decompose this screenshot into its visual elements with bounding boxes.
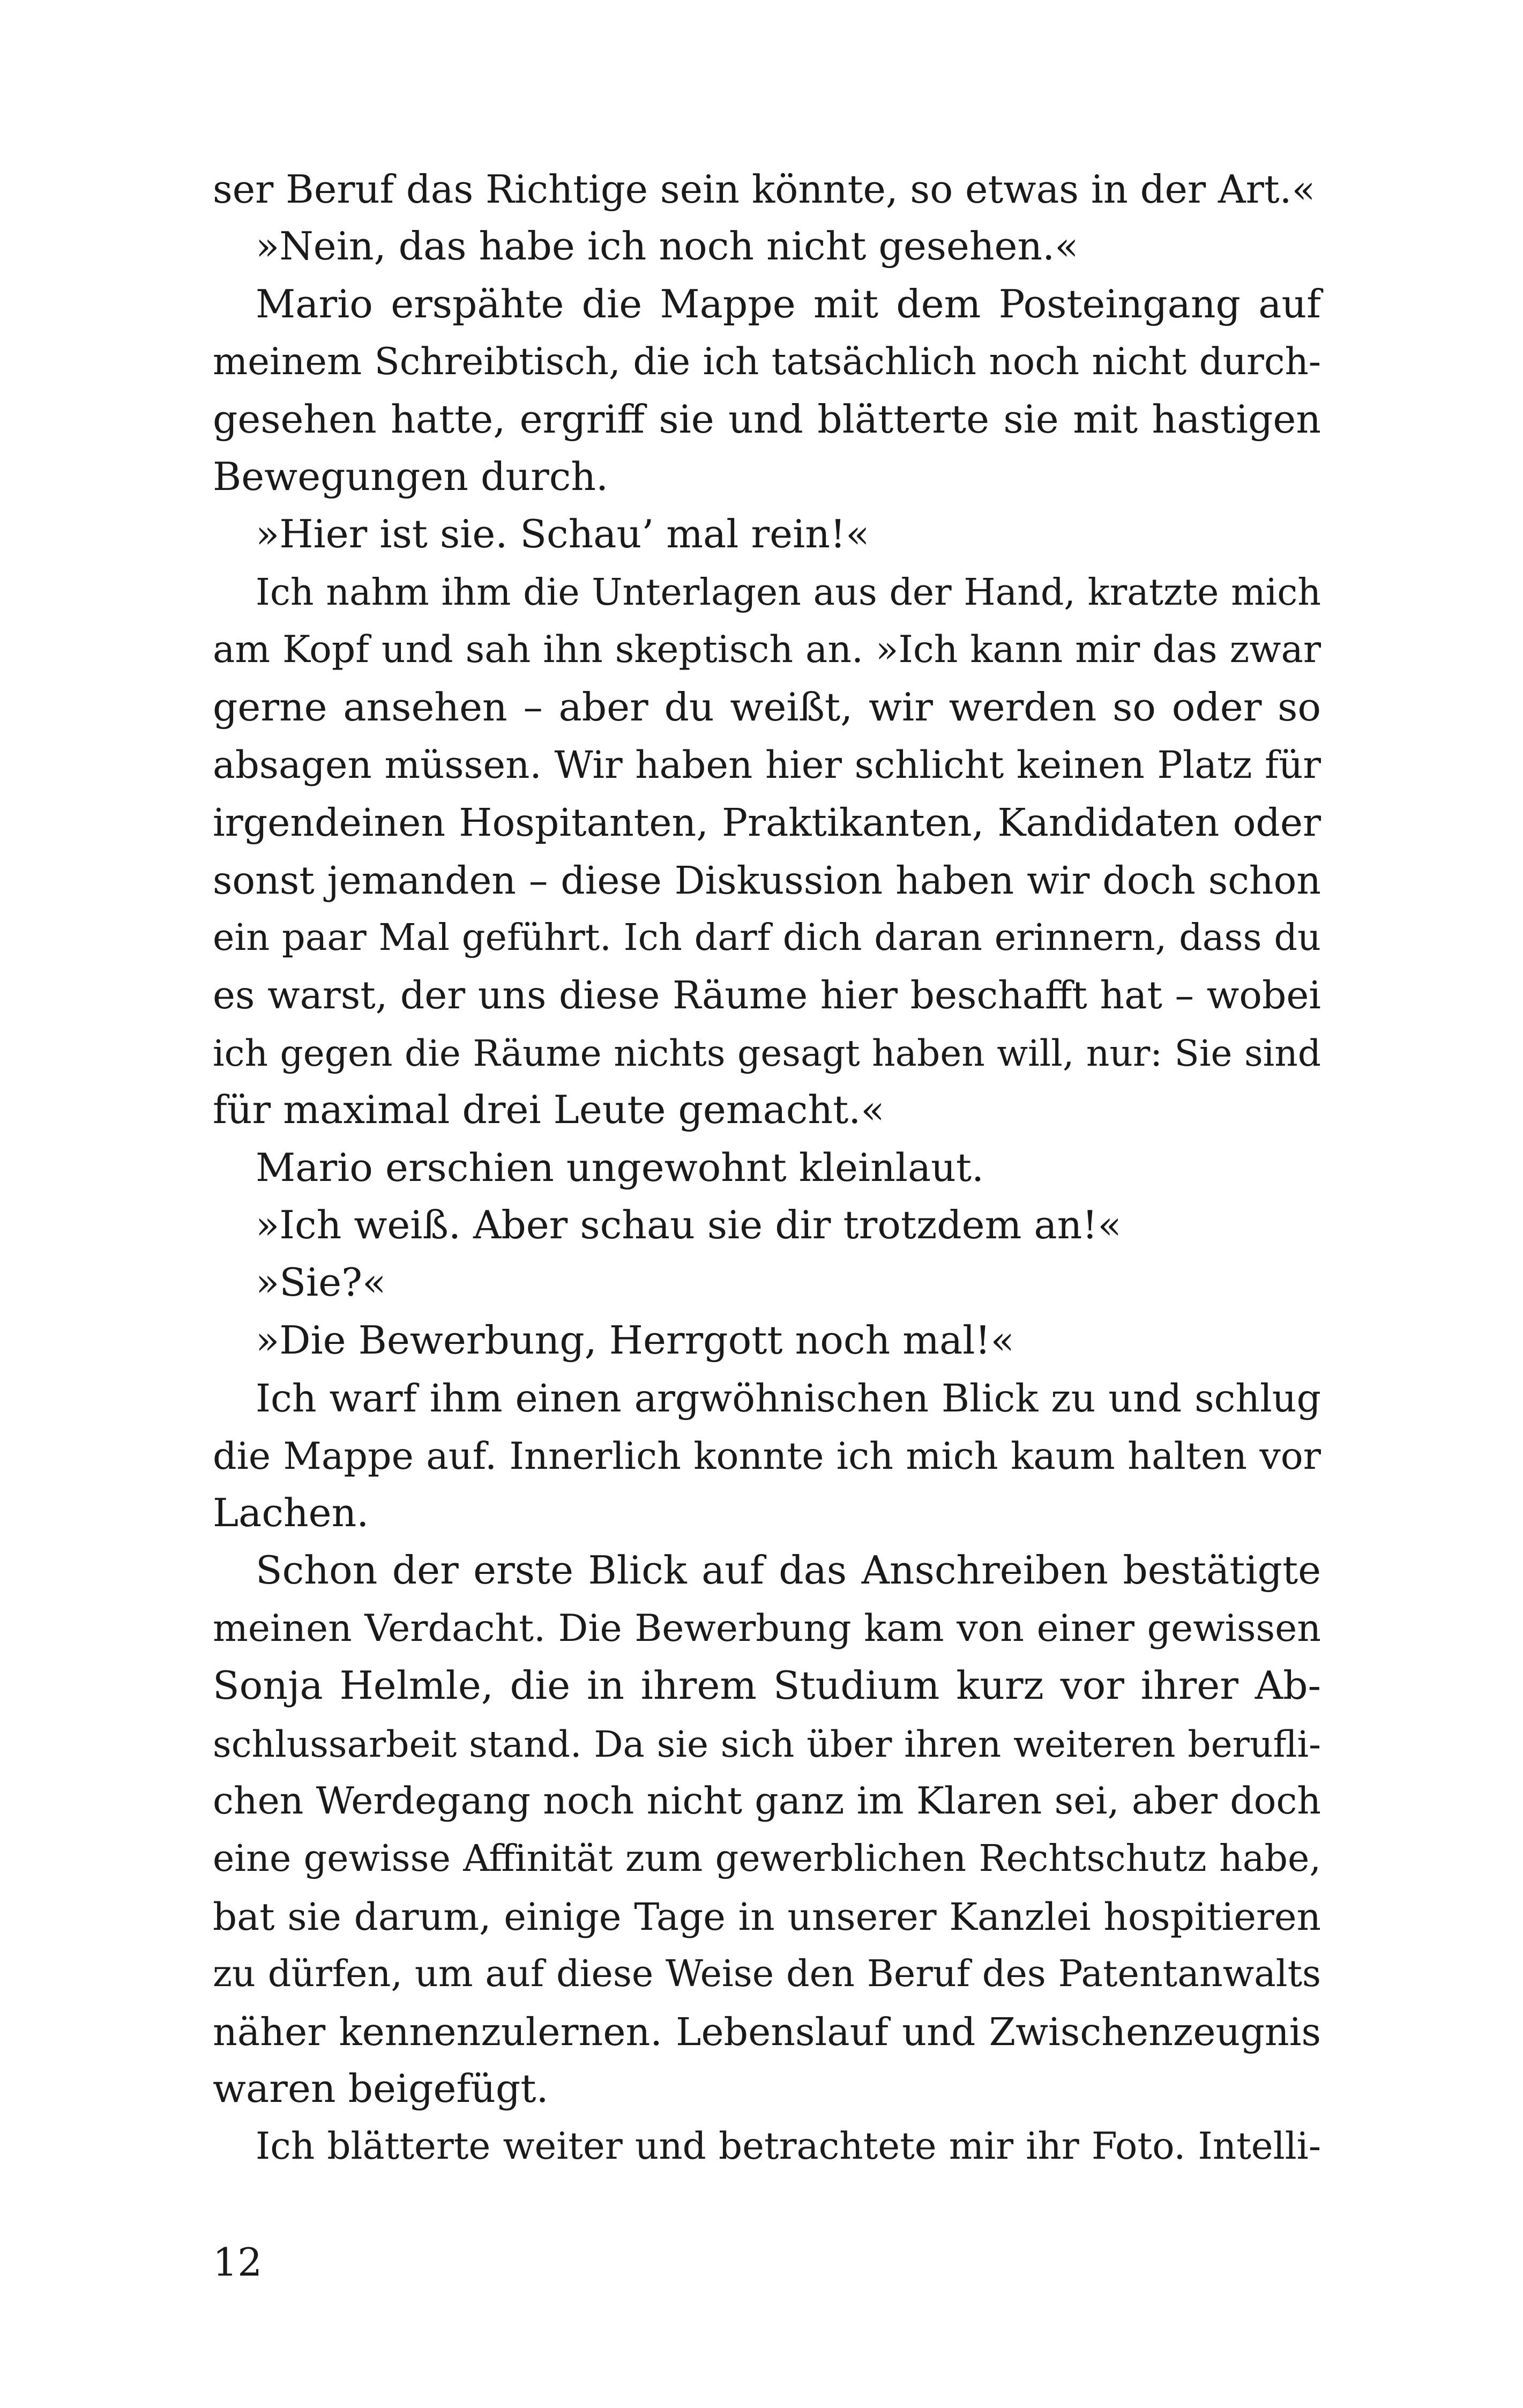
text-line: chen Werdegang noch nicht ganz im Klaren sei, aber doch: [213, 1779, 1321, 1823]
text-line: Sonja Helmle, die in ihrem Studium kurz vor ihrer Ab-: [213, 1663, 1321, 1709]
text-line: Ich nahm ihm die Unterlagen aus der Hand, kratzte mich: [256, 571, 1321, 614]
text-line: Lachen.: [213, 1490, 369, 1536]
text-line: meinem Schreibtisch, die ich tatsächlich noch nicht durch-: [213, 340, 1321, 384]
text-line: ser Beruf das Richtige sein könnte, so etwas in der Art.«: [213, 167, 1316, 212]
text-line: »Die Bewerbung, Herrgott noch mal!«: [256, 1318, 1014, 1363]
body-text: [213, 161, 1321, 2176]
text-line: Ich warf ihm einen argwöhnischen Blick zu und schlug: [256, 1376, 1321, 1421]
text-line: es warst, der uns diese Räume hier beschafft hat – wobei: [213, 973, 1321, 1018]
text-line: »Ich weiß. Aber schau sie dir trotzdem an!«: [256, 1203, 1122, 1248]
page-number: 12: [213, 2240, 263, 2285]
text-line: näher kennenzulernen. Lebenslauf und Zwischenzeugnis: [213, 2009, 1321, 2054]
text-line: irgendeinen Hospitanten, Praktikanten, Kandidaten oder: [213, 800, 1321, 845]
text-line: Schon der erste Blick auf das Anschreiben bestätigte: [256, 1548, 1321, 1594]
text-line: die Mappe auf. Innerlich konnte ich mich kaum halten vor: [213, 1434, 1321, 1478]
text-line: »Nein, das habe ich noch nicht gesehen.«: [256, 224, 1079, 270]
text-line: Bewegungen durch.: [213, 454, 609, 500]
text-line: für maximal drei Leute gemacht.«: [213, 1088, 885, 1133]
text-line: am Kopf und sah ihn skeptisch an. »Ich kann mir das zwar: [213, 628, 1321, 672]
text-line: absagen müssen. Wir haben hier schlicht keinen Platz für: [213, 742, 1321, 787]
text-line: eine gewisse Affinität zum gewerblichen Rechtschutz habe,: [213, 1838, 1321, 1881]
text-line: »Sie?«: [256, 1260, 386, 1306]
text-line: gerne ansehen – aber du weißt, wir werden so oder so: [213, 685, 1321, 730]
text-line: meinen Verdacht. Die Bewerbung kam von einer gewissen: [213, 1607, 1321, 1650]
text-line: »Hier ist sie. Schau’ mal rein!«: [256, 512, 870, 558]
text-line: ein paar Mal geführt. Ich darf dich daran erinnern, dass du: [213, 917, 1321, 960]
text-line: bat sie darum, einige Tage in unserer Kanzlei hospitieren: [213, 1894, 1321, 1939]
text-line: zu dürfen, um auf diese Weise den Beruf des Patentanwalts: [213, 1953, 1321, 1996]
text-line: schlussarbeit stand. Da sie sich über ihren weiteren berufli-: [213, 1722, 1321, 1765]
text-line: Ich blätterte weiter und betrachtete mir ihr Foto. Intelli-: [256, 2125, 1321, 2168]
text-line: gesehen hatte, ergriff sie und blätterte sie mit hastigen: [213, 397, 1321, 442]
text-line: Mario erspähte die Mappe mit dem Posteingang auf: [256, 281, 1321, 327]
text-line: Mario erschien ungewohnt kleinlaut.: [256, 1145, 984, 1191]
text-line: ich gegen die Räume nichts gesagt haben will, nur: Sie sind: [213, 1031, 1321, 1074]
text-line: waren beigefügt.: [213, 2066, 549, 2112]
text-line: sonst jemanden – diese Diskussion haben wir doch schon: [213, 858, 1321, 903]
